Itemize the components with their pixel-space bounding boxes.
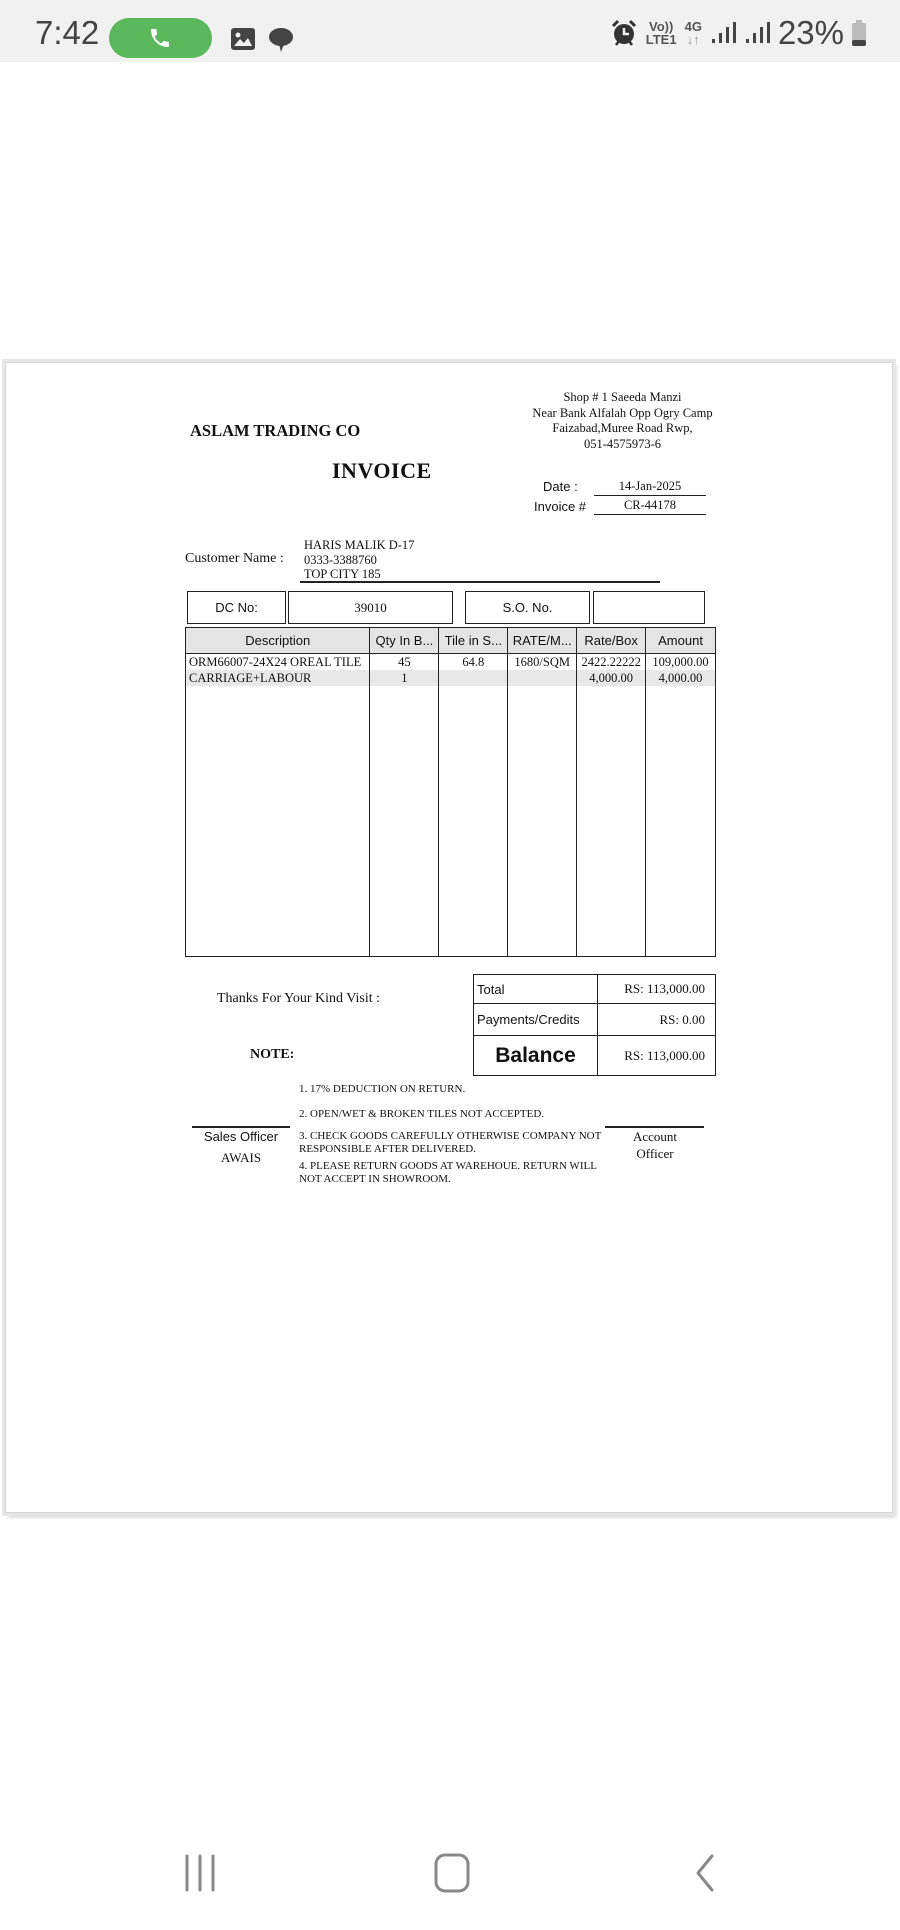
battery-percent: 23% bbox=[777, 14, 844, 51]
note-label: NOTE: bbox=[250, 1047, 295, 1062]
column-header: Tile in S... bbox=[439, 628, 508, 654]
customer-details bbox=[304, 538, 414, 582]
note-item: 3. CHECK GOODS CAREFULLY OTHERWISE COMPANY NOT RESPONSIBLE AFTER DELIVERED. bbox=[299, 1130, 602, 1155]
company-address: Shop # 1 Saeeda Manzi Near Bank Alfalah Opp Ogry Camp Faizabad,Muree Road Rwp, 051-4575973-6 bbox=[532, 390, 713, 451]
so-label: S.O. No. bbox=[465, 591, 590, 624]
cell-description: ORM66007-24X24 OREAL TILE bbox=[186, 654, 370, 671]
balance-value: RS: 113,000.00 bbox=[598, 1036, 716, 1076]
cell-rate-box: 2422.22222 bbox=[577, 654, 646, 671]
note-item: 2. OPEN/WET & BROKEN TILES NOT ACCEPTED. bbox=[299, 1108, 545, 1120]
total-row bbox=[474, 975, 716, 1004]
customer-underline bbox=[300, 581, 660, 583]
volte-indicator: Vo)) LTE1 bbox=[645, 19, 677, 47]
balance-label: Balance bbox=[474, 1036, 598, 1076]
column-header: Amount bbox=[646, 628, 716, 654]
home-icon[interactable] bbox=[432, 1852, 474, 1894]
table-row bbox=[186, 654, 716, 671]
column-header: RATE/M... bbox=[508, 628, 577, 654]
recents-icon[interactable] bbox=[180, 1852, 220, 1894]
table-header bbox=[186, 628, 716, 654]
cell-amount: 4,000.00 bbox=[646, 670, 716, 686]
cell-description: CARRIAGE+LABOUR bbox=[186, 670, 370, 686]
thanks-message: Thanks For Your Kind Visit : bbox=[217, 991, 381, 1006]
totals-table bbox=[473, 974, 716, 1076]
cell-rate-m: 1680/SQM bbox=[508, 654, 577, 671]
account-officer-label: Account Officer bbox=[632, 1129, 678, 1161]
table-empty-space bbox=[186, 686, 716, 956]
total-label: Total bbox=[474, 975, 598, 1004]
payments-row bbox=[474, 1004, 716, 1036]
customer-name: HARIS MALIK D-17 bbox=[304, 538, 415, 552]
navigation-bar bbox=[0, 1820, 900, 1930]
cell-tile: 64.8 bbox=[439, 654, 508, 671]
line-items-table bbox=[185, 627, 716, 957]
date-label: Date : bbox=[543, 479, 578, 494]
column-header: Rate/Box bbox=[577, 628, 646, 654]
invoice-number-value: CR-44178 bbox=[594, 498, 706, 515]
payments-value: RS: 0.00 bbox=[598, 1004, 716, 1036]
date-value: 14-Jan-2025 bbox=[594, 479, 706, 496]
table-row bbox=[186, 670, 716, 686]
cell-tile bbox=[439, 670, 508, 686]
sales-officer-label: Sales Officer bbox=[203, 1129, 279, 1144]
company-name: ASLAM TRADING CO bbox=[190, 421, 361, 440]
sales-officer-name: AWAIS bbox=[220, 1150, 262, 1165]
total-value: RS: 113,000.00 bbox=[598, 975, 716, 1004]
network-type-indicator: 4G ↓↑ bbox=[684, 19, 702, 47]
customer-address: TOP CITY 185 bbox=[304, 567, 381, 581]
invoice-title: INVOICE bbox=[332, 458, 432, 483]
customer-phone: 0333-3388760 bbox=[304, 552, 377, 567]
dc-value: 39010 bbox=[288, 591, 453, 624]
balance-row bbox=[474, 1036, 716, 1076]
cell-amount: 109,000.00 bbox=[646, 654, 716, 671]
clock: 7:42 bbox=[35, 14, 100, 51]
cell-qty: 45 bbox=[370, 654, 439, 671]
invoice-number-label: Invoice # bbox=[534, 499, 587, 514]
cell-rate-box: 4,000.00 bbox=[577, 670, 646, 686]
note-item: 4. PLEASE RETURN GOODS AT WAREHOUE. RETURN WILL NOT ACCEPT IN SHOWROOM. bbox=[299, 1160, 597, 1185]
cell-rate-m bbox=[508, 670, 577, 686]
column-header: Description bbox=[186, 628, 370, 654]
customer-label: Customer Name : bbox=[185, 551, 284, 566]
so-value bbox=[593, 591, 705, 624]
column-header: Qty In B... bbox=[370, 628, 439, 654]
dc-label: DC No: bbox=[187, 591, 286, 624]
cell-qty: 1 bbox=[370, 670, 439, 686]
note-item: 1. 17% DEDUCTION ON RETURN. bbox=[299, 1083, 466, 1095]
payments-label: Payments/Credits bbox=[474, 1004, 598, 1036]
back-icon[interactable] bbox=[690, 1852, 720, 1894]
